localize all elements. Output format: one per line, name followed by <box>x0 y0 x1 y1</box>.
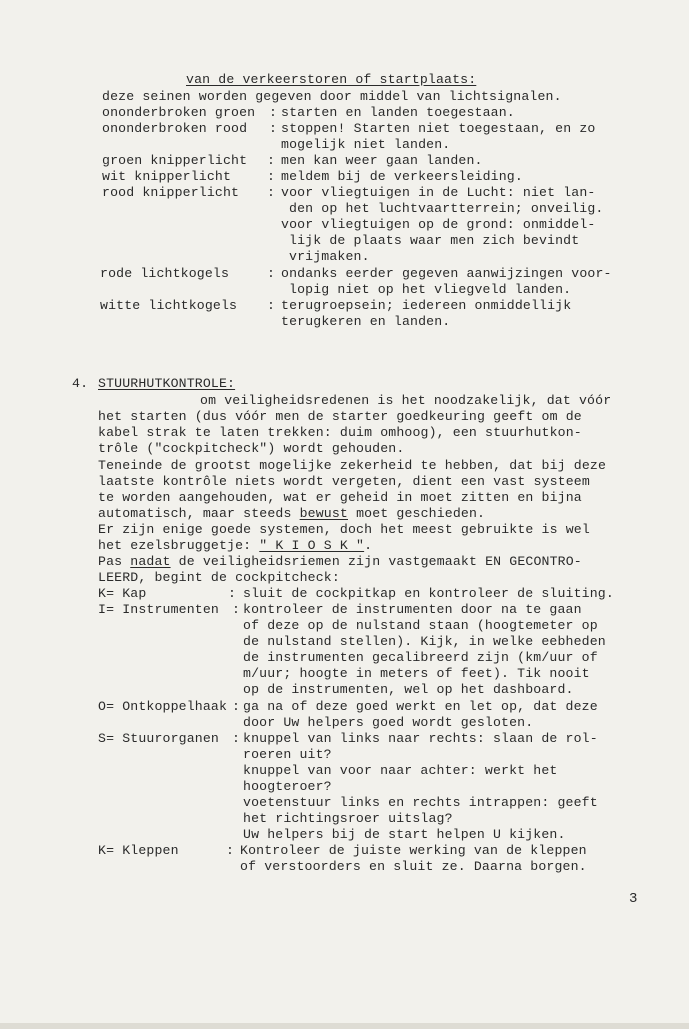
kiosk-label: S= Stuurorganen <box>98 731 219 746</box>
signal-text: voor vliegtuigen op de grond: onmiddel- <box>281 217 596 232</box>
text-run: moet geschieden. <box>348 506 486 521</box>
kiosk-text: het richtingsroer uitslag? <box>243 811 453 826</box>
text-run: het ezelsbruggetje: <box>98 538 260 553</box>
paragraph-line: Teneinde de grootst mogelijke zekerheid te hebben, dat bij deze <box>98 458 607 473</box>
kiosk-text: ga na of deze goed werkt en let op, dat deze <box>243 699 598 714</box>
signal-text: voor vliegtuigen in de Lucht: niet lan- <box>281 185 596 200</box>
signal-label: groen knipperlicht <box>102 153 248 168</box>
paragraph-line: trôle ("cockpitcheck") wordt gehouden. <box>98 441 405 456</box>
signal-sep: : <box>267 266 276 281</box>
emphasis-nadat: nadat <box>130 554 171 569</box>
paragraph-line: om veiligheidsredenen is het noodzakelijk, dat vóór <box>200 393 612 408</box>
paragraph-line: laatste kontrôle niets wordt vergeten, dient een vast systeem <box>98 474 590 489</box>
kiosk-text: kontroleer de instrumenten door na te gaan <box>243 602 582 617</box>
paragraph-line <box>98 506 485 522</box>
signal-text: lijk de plaats waar men zich bevindt <box>289 233 580 248</box>
text-run: de veiligheidsriemen zijn vastgemaakt EN GECONTRO- <box>170 554 582 569</box>
signal-text: meldem bij de verkeersleiding. <box>281 169 523 184</box>
kiosk-text: voetenstuur links en rechts intrappen: geeft <box>243 795 598 810</box>
kiosk-text: Uw helpers bij de start helpen U kijken. <box>243 827 566 842</box>
kiosk-text: m/uur; hoogte in meters of feet). Tik nooit <box>243 666 590 681</box>
paragraph-line: kabel strak te laten trekken: duim omhoog), een stuurhutkon- <box>98 425 582 440</box>
signal-sep: : <box>267 185 276 200</box>
kiosk-text: sluit de cockpitkap en kontroleer de sluiting. <box>243 586 614 601</box>
signal-sep: : <box>267 169 276 184</box>
signal-label: wit knipperlicht <box>102 169 232 184</box>
paragraph-line: te worden aangehouden, wat er geheid in moet zitten en bijna <box>98 490 582 505</box>
kiosk-sep: : <box>232 699 241 714</box>
kiosk-text: door Uw helpers goed wordt gesloten. <box>243 715 534 730</box>
section-number: 4. <box>72 376 89 391</box>
paragraph-line <box>98 554 582 570</box>
kiosk-mnemonic: " K I O S K " <box>259 538 365 553</box>
kiosk-sep: : <box>232 731 241 746</box>
kiosk-label: K= Kap <box>98 586 147 601</box>
kiosk-sep: : <box>232 602 241 617</box>
signal-text: stoppen! Starten niet toegestaan, en zo <box>281 121 596 136</box>
page-bottom-edge <box>0 1023 689 1029</box>
paragraph-line <box>98 538 372 554</box>
kiosk-text: hoogteroer? <box>243 779 332 794</box>
signals-heading: van de verkeerstoren of startplaats: <box>186 72 477 87</box>
signal-text: starten en landen toegestaan. <box>281 105 515 120</box>
signal-label: witte lichtkogels <box>100 298 238 313</box>
page-number: 3 <box>629 891 638 907</box>
signal-text: terugkeren en landen. <box>281 314 451 329</box>
kiosk-text: knuppel van voor naar achter: werkt het <box>243 763 558 778</box>
signal-text: den op het luchtvaartterrein; onveilig. <box>289 201 604 216</box>
text-run: . <box>364 538 373 553</box>
paragraph-line: het starten (dus vóór men de starter goedkeuring geeft om de <box>98 409 582 424</box>
signal-label: ononderbroken groen <box>102 105 256 120</box>
signal-label: rood knipperlicht <box>102 185 240 200</box>
signal-label: ononderbroken rood <box>102 121 248 136</box>
signal-text: vrijmaken. <box>289 249 370 264</box>
text-run: automatisch, maar steeds <box>98 506 300 521</box>
signal-sep: : <box>267 153 276 168</box>
kiosk-sep: : <box>228 586 237 601</box>
kiosk-label: O= Ontkoppelhaak <box>98 699 228 714</box>
text-run: Pas <box>98 554 131 569</box>
kiosk-label: I= Instrumenten <box>98 602 219 617</box>
kiosk-text: roeren uit? <box>243 747 332 762</box>
kiosk-label: K= Kleppen <box>98 843 179 858</box>
signal-sep: : <box>267 298 276 313</box>
signal-text: lopig niet op het vliegveld landen. <box>289 282 572 297</box>
signal-sep: : <box>269 121 278 136</box>
signal-label: rode lichtkogels <box>100 266 230 281</box>
emphasis-bewust: bewust <box>299 506 348 521</box>
kiosk-text: knuppel van links naar rechts: slaan de rol- <box>243 731 598 746</box>
signal-text: men kan weer gaan landen. <box>281 153 483 168</box>
kiosk-text: Kontroleer de juiste werking van de kleppen <box>240 843 587 858</box>
kiosk-text: of verstoorders en sluit ze. Daarna borgen. <box>240 859 587 874</box>
kiosk-sep: : <box>226 843 235 858</box>
kiosk-text: de nulstand stellen). Kijk, in welke eebheden <box>243 634 606 649</box>
signal-text: ondanks eerder gegeven aanwijzingen voor- <box>281 266 612 281</box>
signal-text: mogelijk niet landen. <box>281 137 451 152</box>
kiosk-text: of deze op de nulstand staan (hoogtemeter op <box>243 618 598 633</box>
paragraph-line: LEERD, begint de cockpitcheck: <box>98 570 340 585</box>
signal-sep: : <box>269 105 278 120</box>
kiosk-text: de instrumenten gecalibreerd zijn (km/uur of <box>243 650 598 665</box>
paragraph-line: Er zijn enige goede systemen, doch het meest gebruikte is wel <box>98 522 590 537</box>
signal-text: terugroepsein; iedereen onmiddellijk <box>281 298 572 313</box>
kiosk-text: op de instrumenten, wel op het dashboard. <box>243 682 574 697</box>
section-title: STUURHUTKONTROLE: <box>98 376 236 391</box>
signals-intro: deze seinen worden gegeven door middel van lichtsignalen. <box>102 89 562 104</box>
